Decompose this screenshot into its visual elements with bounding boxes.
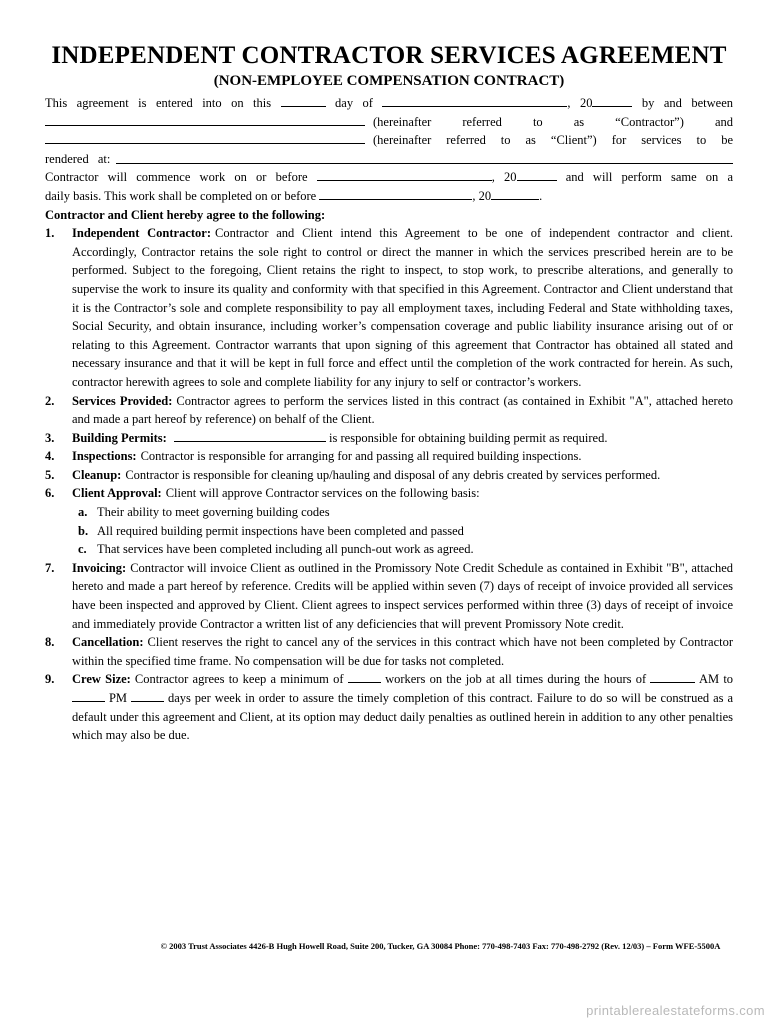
blank-completion-date-field[interactable] (319, 187, 472, 200)
blank-days-per-week-field[interactable] (131, 689, 164, 702)
blank-commence-date-field[interactable] (317, 168, 492, 181)
item-label: Client Approval: (72, 486, 162, 501)
intro-line-1 (45, 94, 733, 113)
item-text: is responsible for obtaining building permit as required. (329, 430, 608, 445)
item-body (72, 633, 733, 670)
intro-text: . (539, 188, 543, 203)
agreement-item-9 (45, 670, 733, 744)
sub-item-letter: a. (78, 505, 88, 520)
item-text: Contractor agrees to keep a minimum of (134, 672, 344, 687)
item-text: days per week in order to assure the timely completion of this contract. Failure to do so will be construed as a default under this agreement and Client, at its option may deduct daily penalties as outlined herein in addition to any other penalties which may also be due. (72, 691, 734, 743)
item-label: Crew Size: (72, 672, 131, 687)
document-body (45, 94, 733, 745)
item-text: Contractor agrees to perform the services listed in this contract (as contained in Exhibit "A", attached hereto and made a part hereof by reference) on behalf of the Client. (72, 393, 733, 427)
intro-text: (hereinafter referred to as “Client”) for services to be (373, 133, 733, 148)
item-body (72, 447, 733, 466)
intro-text: daily basis. This work shall be completed on or before (45, 188, 317, 203)
sub-item-text: That services have been completed including all punch-out work as agreed. (97, 542, 474, 557)
item-text: Client will approve Contractor services on the following basis: (165, 486, 480, 501)
item-label: Cleanup: (72, 467, 122, 482)
blank-start-hour-field[interactable] (650, 670, 695, 683)
intro-text: day of (335, 96, 373, 110)
intro-line-6 (45, 187, 733, 206)
item-body (72, 466, 733, 485)
blank-address-field[interactable] (116, 150, 733, 164)
intro-text: , 20 (567, 96, 593, 110)
item-label: Invoicing: (72, 560, 127, 575)
item-number: 9. (45, 672, 55, 687)
item-text: Contractor and Client intend this Agreement to be one of independent contractor and client. Accordingly, Contractor retains the sole right to control or direct the manner in which the services prescribed herein are to be performed. Subject to the foregoing, Client retains the right to inspect, to stop work, to prescribe alterations, and generally to supervise the work to insure its quality and conformity with that specified in this Agreement. Contractor and Client understand that it is the Contractor’s sole and complete responsibility to pay all employment taxes, including Federal and State withholding taxes, Social Security, and obtain insurance, including worker’s compensation coverage and public liability insurance arising out of or relating to this Agreement. Contractor warrants that upon signing of this agreement that Contractor has obtained all stated and necessary insurance and that it will be kept in full force and effect until the completion of the work contracted for herein. As such, contractor herewith agrees to sole and complete liability for any injury to self or contractor’s workers. (72, 226, 733, 389)
item-text: PM (108, 691, 128, 705)
blank-completion-year-field[interactable] (491, 187, 539, 200)
blank-min-workers-field[interactable] (348, 670, 381, 683)
agreement-item-2 (45, 392, 733, 429)
blank-day-number-field[interactable] (281, 94, 326, 107)
item-body (72, 392, 733, 429)
agreement-item-8 (45, 633, 733, 670)
blank-end-hour-field[interactable] (72, 689, 105, 702)
sub-item-a (78, 503, 733, 522)
agreement-item-4 (45, 447, 733, 466)
sub-item-text: Their ability to meet governing building codes (97, 505, 330, 520)
item-label: Services Provided: (72, 393, 173, 408)
item-text: Contractor will invoice Client as outlined in the Promissory Note Credit Schedule as contained in Exhibit "B", attached hereto and made a part hereof by reference. Credits will be applied within seven (7) days of receipt of invoice provided all services have been inspected and approved by Client. Client agrees to inspect services performed within three (3) days of receipt of invoice and immediately provide Contractor a written list of any deficiencies that will prevent Promissory Note credit. (72, 560, 733, 631)
agreement-item-1 (45, 224, 733, 391)
item-text: workers on the job at all times during the hours of (385, 672, 647, 687)
item-label: Cancellation: (72, 635, 144, 650)
sub-item-c (78, 540, 733, 559)
item-number: 1. (45, 226, 55, 241)
sub-item-b (78, 522, 733, 541)
blank-commence-year-field[interactable] (517, 168, 557, 181)
item-text: AM to (698, 672, 734, 687)
item-label: Inspections: (72, 449, 137, 464)
intro-text: This agreement is entered into on this (45, 96, 272, 110)
item-text: Client reserves the right to cancel any of the services in this contract which have not been completed by Contractor within the specified time frame. No compensation will be due for tasks not completed. (72, 635, 733, 668)
blank-permit-party-field[interactable] (174, 429, 326, 442)
agreement-item-7 (45, 559, 733, 633)
item-number: 6. (45, 486, 55, 501)
item-text: Contractor is responsible for arranging for and passing all required building inspections. (140, 449, 582, 464)
intro-line-3 (45, 131, 733, 150)
agreement-item-3 (45, 429, 733, 448)
item-number: 8. (45, 635, 55, 650)
item-label: Building Permits: (72, 430, 167, 445)
intro-line-2 (45, 113, 733, 132)
item-body (72, 224, 733, 391)
item-body (72, 559, 733, 633)
intro-text: , 20 (472, 188, 492, 203)
blank-month-field[interactable] (382, 94, 567, 107)
item-body (72, 429, 733, 448)
item-number: 3. (45, 430, 55, 445)
sub-item-letter: c. (78, 542, 87, 557)
document-subtitle: (NON-EMPLOYEE COMPENSATION CONTRACT) (213, 73, 565, 89)
copyright-line: © 2003 Trust Associates 4426-B Hugh Howell Road, Suite 200, Tucker, GA 30084 Phone: 770-498-7403 Fax: 770-498-2792 (Rev. 12/03) – Form WFE-5500A (160, 941, 721, 951)
agreement-item-6 (45, 484, 733, 558)
intro-line-5 (45, 168, 733, 187)
agreement-heading: Contractor and Client hereby agree to the following: (45, 207, 326, 222)
item-number: 4. (45, 449, 55, 464)
blank-year-field[interactable] (592, 94, 632, 107)
intro-text: (hereinafter referred to as “Contractor”) and (373, 114, 733, 129)
agreement-item-5 (45, 466, 733, 485)
intro-text: by and between (641, 96, 734, 110)
intro-text: Contractor will commence work on or before (45, 170, 308, 185)
watermark: printablerealestateforms.com (586, 1003, 765, 1018)
item-text: Contractor is responsible for cleaning up/hauling and disposal of any debris created by services performed. (125, 467, 661, 482)
document-title: INDEPENDENT CONTRACTOR SERVICES AGREEMENT (51, 42, 727, 69)
intro-text: and will perform same on a (565, 170, 734, 185)
blank-contractor-name-field[interactable] (45, 113, 365, 126)
intro-text: , 20 (491, 170, 517, 185)
item-number: 5. (45, 467, 55, 482)
item-body (72, 484, 733, 558)
item-number: 2. (45, 393, 55, 408)
sub-item-text: All required building permit inspections have been completed and passed (97, 523, 464, 538)
sub-item-letter: b. (78, 523, 89, 538)
item-number: 7. (45, 560, 55, 575)
item-body (72, 670, 733, 744)
intro-text: rendered at: (45, 151, 111, 166)
item-label: Independent Contractor: (72, 226, 212, 241)
blank-client-name-field[interactable] (45, 131, 365, 144)
intro-line-4 (45, 150, 733, 169)
